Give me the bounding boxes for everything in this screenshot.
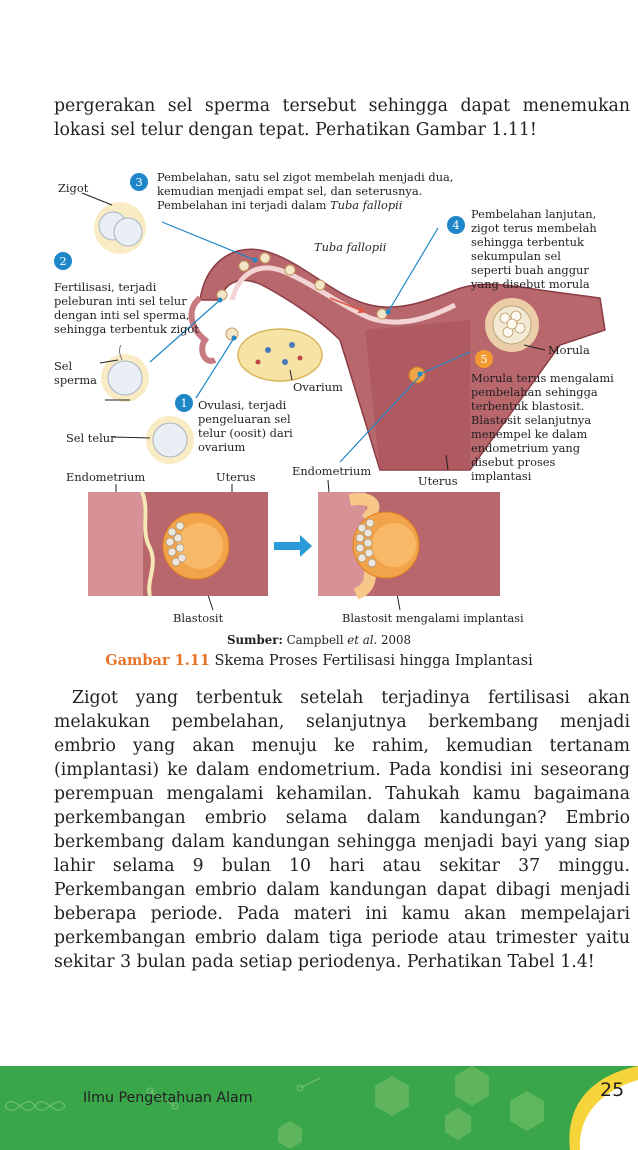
- label-step1: Ovulasi, terjadi pengeluaran sel telur (oosit) dari ovarium: [198, 398, 293, 454]
- label-endometrium-top: Endometrium: [292, 464, 372, 478]
- label-tuba: Tuba fallopii: [314, 240, 387, 254]
- zygote-illustration: [94, 202, 146, 254]
- blastocyst-panel: [88, 492, 268, 596]
- label-morula: Morula: [548, 343, 590, 357]
- label-ovarium: Ovarium: [293, 380, 343, 394]
- label-step3: Pembelahan, satu sel zigot membelah menjadi dua, kemudian menjadi empat sel, dan seterusnya. Pembelahan ini terjadi dalam Tuba fallopii: [157, 170, 454, 212]
- arrow-icon: [274, 535, 312, 557]
- label-step2: Fertilisasi, terjadi peleburan inti sel telur dengan inti sel sperma, sehingga terbentuk zigot: [54, 280, 199, 336]
- label-uterus-panel: Uterus: [216, 470, 256, 484]
- label-zigot: Zigot: [58, 181, 89, 195]
- label-step4: Pembelahan lanjutan, zigot terus membelah sehingga terbentuk sekumpulan sel seperti buah anggur yang disebut morula: [471, 207, 597, 291]
- step-number-5: 5: [475, 350, 493, 368]
- label-sel-telur: Sel telur: [66, 431, 116, 445]
- implantation-panel: [318, 492, 500, 596]
- label-blastosit: Blastosit: [173, 611, 224, 625]
- step-number-1: 1: [175, 394, 193, 412]
- label-step5: Morula terus mengalami pembelahan sehingga terbentuk blastosit. Blastosit selanjutnya menempel ke dalam endometrium yang disebut proses implantasi: [471, 371, 614, 483]
- page-number: 25: [600, 1079, 625, 1101]
- step-number-2: 2: [54, 252, 72, 270]
- footer-banner: [0, 1066, 638, 1150]
- step-number-4: 4: [447, 216, 465, 234]
- footer-subject: Ilmu Pengetahuan Alam: [83, 1090, 253, 1106]
- label-sel-sperma: Sel sperma: [54, 359, 97, 387]
- label-uterus-top: Uterus: [418, 474, 458, 488]
- sperm-egg-illustration: [101, 345, 149, 402]
- label-endometrium-panel: Endometrium: [66, 470, 146, 484]
- ovary-shape: [238, 329, 322, 381]
- figure-caption: Gambar 1.11 Skema Proses Fertilisasi hingga Implantasi: [105, 652, 533, 669]
- egg-cell-illustration: [146, 416, 194, 464]
- morula-illustration: [485, 298, 539, 352]
- step-number-3: 3: [130, 173, 148, 191]
- figure-source: Sumber: Campbell et al. 2008: [226, 633, 412, 647]
- label-blastosit-implantasi: Blastosit mengalami implantasi: [342, 611, 524, 625]
- paragraph-continuation: pergerakan sel sperma tersebut sehingga dapat menemukan lokasi sel telur dengan tepat. Perhatikan Gambar 1.11!: [54, 96, 630, 140]
- paragraph-body: Zigot yang terbentuk setelah terjadinya fertilisasi akan melakukan pembelahan, selanjutnya berkembang menjadi embrio yang akan menuju ke rahim, kemudian tertanam (implantasi) ke dalam endometrium. Pada kondisi ini seseorang perempuan mengalami kehamilan. Tahukah kamu bagaimana perkembangan embrio selama dalam kandungan? Embrio berkembang dalam kandungan sehingga menjadi bayi yang siap lahir selama 9 bulan 10 hari atau sekitar 37 minggu. Perkembangan embrio dalam kandungan dapat dibagi menjadi beberapa periode. Pada materi ini kamu akan mempelajari perkembangan embrio dalam tiga periode atau trimester yaitu sekitar 3 bulan pada setiap periodenya. Perhatikan Tabel 1.4!: [54, 688, 630, 972]
